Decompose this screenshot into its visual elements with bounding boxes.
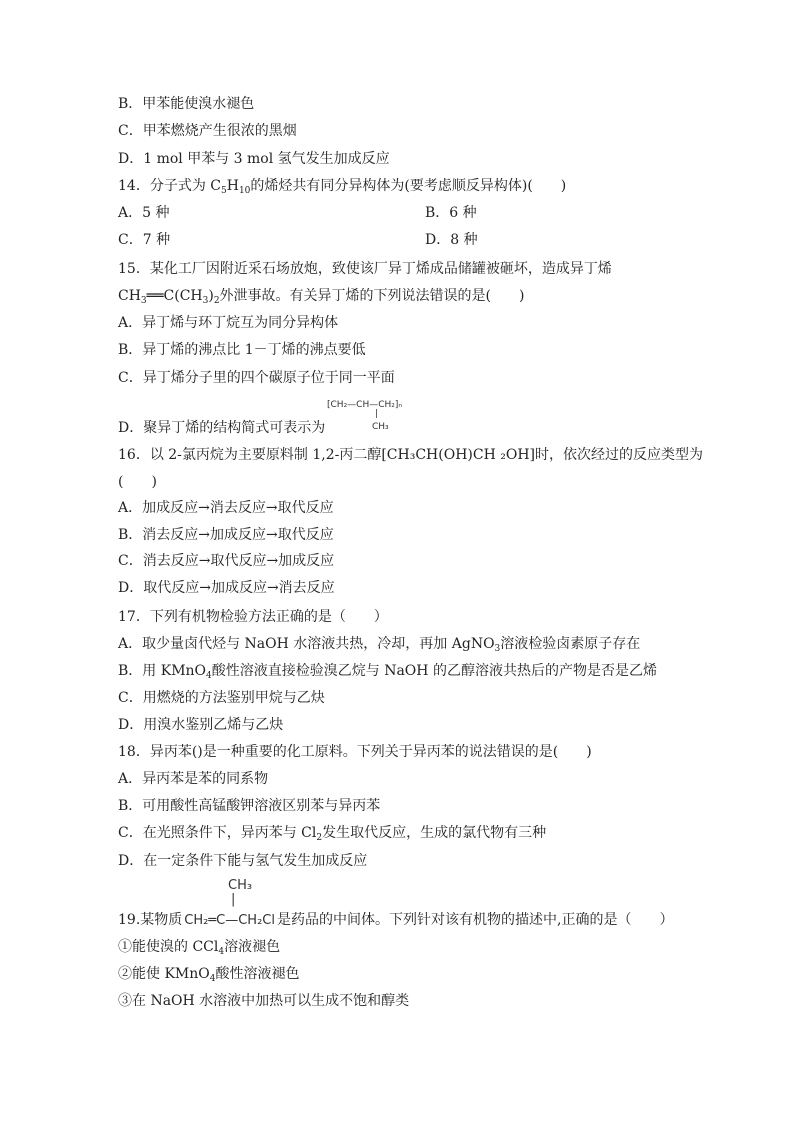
q15-option-a: A．异丁烯与环丁烷互为同分异构体 <box>118 315 339 331</box>
q19-statement-1: ①能使溴的 CCl$_4$溶液褪色 <box>118 939 281 957</box>
q15-option-b: B．异丁烯的沸点比 1－丁烯的沸点要低 <box>118 342 366 358</box>
q19-structure-main: CH₂═C—CH₂Cl <box>184 913 275 928</box>
q17-option-b: B．用 KMnO$_4$酸性溶液直接检验溴乙烷与 NaOH 的乙醇溶液共热后的产物是否是乙烯 <box>118 663 657 681</box>
q15-option-c: C．异丁烯分子里的四个碳原子位于同一平面 <box>118 370 395 386</box>
q16-option-a: A．加成反应→消去反应→取代反应 <box>118 500 334 516</box>
q17-option-d: D．用溴水鉴别乙烯与乙炔 <box>118 717 284 733</box>
q18-option-b: B．可用酸性高锰酸钾溶液区别苯与异丙苯 <box>118 798 381 814</box>
polymer-structure-branch: CH₃ <box>372 422 389 432</box>
q15-stem-line1: 15．某化工厂因附近采石场放炮，致使该厂异丁烯成品储罐被砸坏，造成异丁烯 <box>118 261 612 277</box>
q19-statement-3: ③在 NaOH 水溶液中加热可以生成不饱和醇类 <box>118 993 410 1009</box>
polymer-structure-main: [CH₂—CH—CH₂]ₙ <box>327 400 402 410</box>
q19-stem: 19.某物质 CH₂═C—CH₂Cl 是药品的中间体。下列针对该有机物的描述中,正确的是（ ） <box>118 912 674 928</box>
q14-stem: 14．分子式为 $C_5H_{10}$的烯烃共有同分异构体为(要考虑顺反异构体)( ) <box>118 178 567 196</box>
q19-structure-bond: | <box>231 892 236 907</box>
polymer-structure-bond: | <box>375 409 379 419</box>
q17-option-c: C．用燃烧的方法鉴别甲烷与乙炔 <box>118 690 325 706</box>
q19-structure-top: CH₃ <box>228 878 253 893</box>
q16-option-b: B．消去反应→加成反应→取代反应 <box>118 527 334 543</box>
q16-stem-line2: ( ) <box>118 474 157 490</box>
q16-option-c: C．消去反应→取代反应→加成反应 <box>118 553 335 569</box>
q17-stem: 17．下列有机物检验方法正确的是（ ） <box>118 609 388 625</box>
q14-option-d: D．8 种 <box>425 232 478 248</box>
q19-statement-2: ②能使 KMnO$_4$酸性溶液褪色 <box>118 966 300 984</box>
q15-stem-line2: $CH_3══C(CH_3)_2$外泄事故。有关异丁烯的下列说法错误的是( ) <box>118 288 525 306</box>
q18-option-c: C．在光照条件下，异丙苯与 $Cl_2$发生取代反应，生成的氯代物有三种 <box>118 825 547 843</box>
q16-option-d: D．取代反应→加成反应→消去反应 <box>118 580 335 596</box>
q14-option-b: B．6 种 <box>425 205 477 221</box>
q14-option-c: C．7 种 <box>118 232 171 248</box>
q13-option-d: D．1 mol 甲苯与 3 mol 氢气发生加成反应 <box>118 151 390 167</box>
q13-option-c: C．甲苯燃烧产生很浓的黑烟 <box>118 123 297 139</box>
q16-stem-line1: 16．以 2-氯丙烷为主要原料制 1,2-丙二醇[CH₃CH(OH)CH ₂OH]时，依次经过的反应类型为 <box>118 447 704 463</box>
q18-option-a: A．异丙苯是苯的同系物 <box>118 771 269 787</box>
q13-option-b: B．甲苯能使溴水褪色 <box>118 96 255 112</box>
q17-option-a: A．取少量卤代烃与 NaOH 水溶液共热，冷却，再加 AgNO$_3$溶液检验卤素原子存在 <box>118 636 641 654</box>
q18-stem: 18．异丙苯()是一种重要的化工原料。下列关于异丙苯的说法错误的是( ) <box>118 744 592 760</box>
q18-option-d: D．在一定条件下能与氢气发生加成反应 <box>118 853 368 869</box>
q15-option-d: D．聚异丁烯的结构简式可表示为 <box>118 420 326 436</box>
q14-option-a: A．5 种 <box>118 205 170 221</box>
